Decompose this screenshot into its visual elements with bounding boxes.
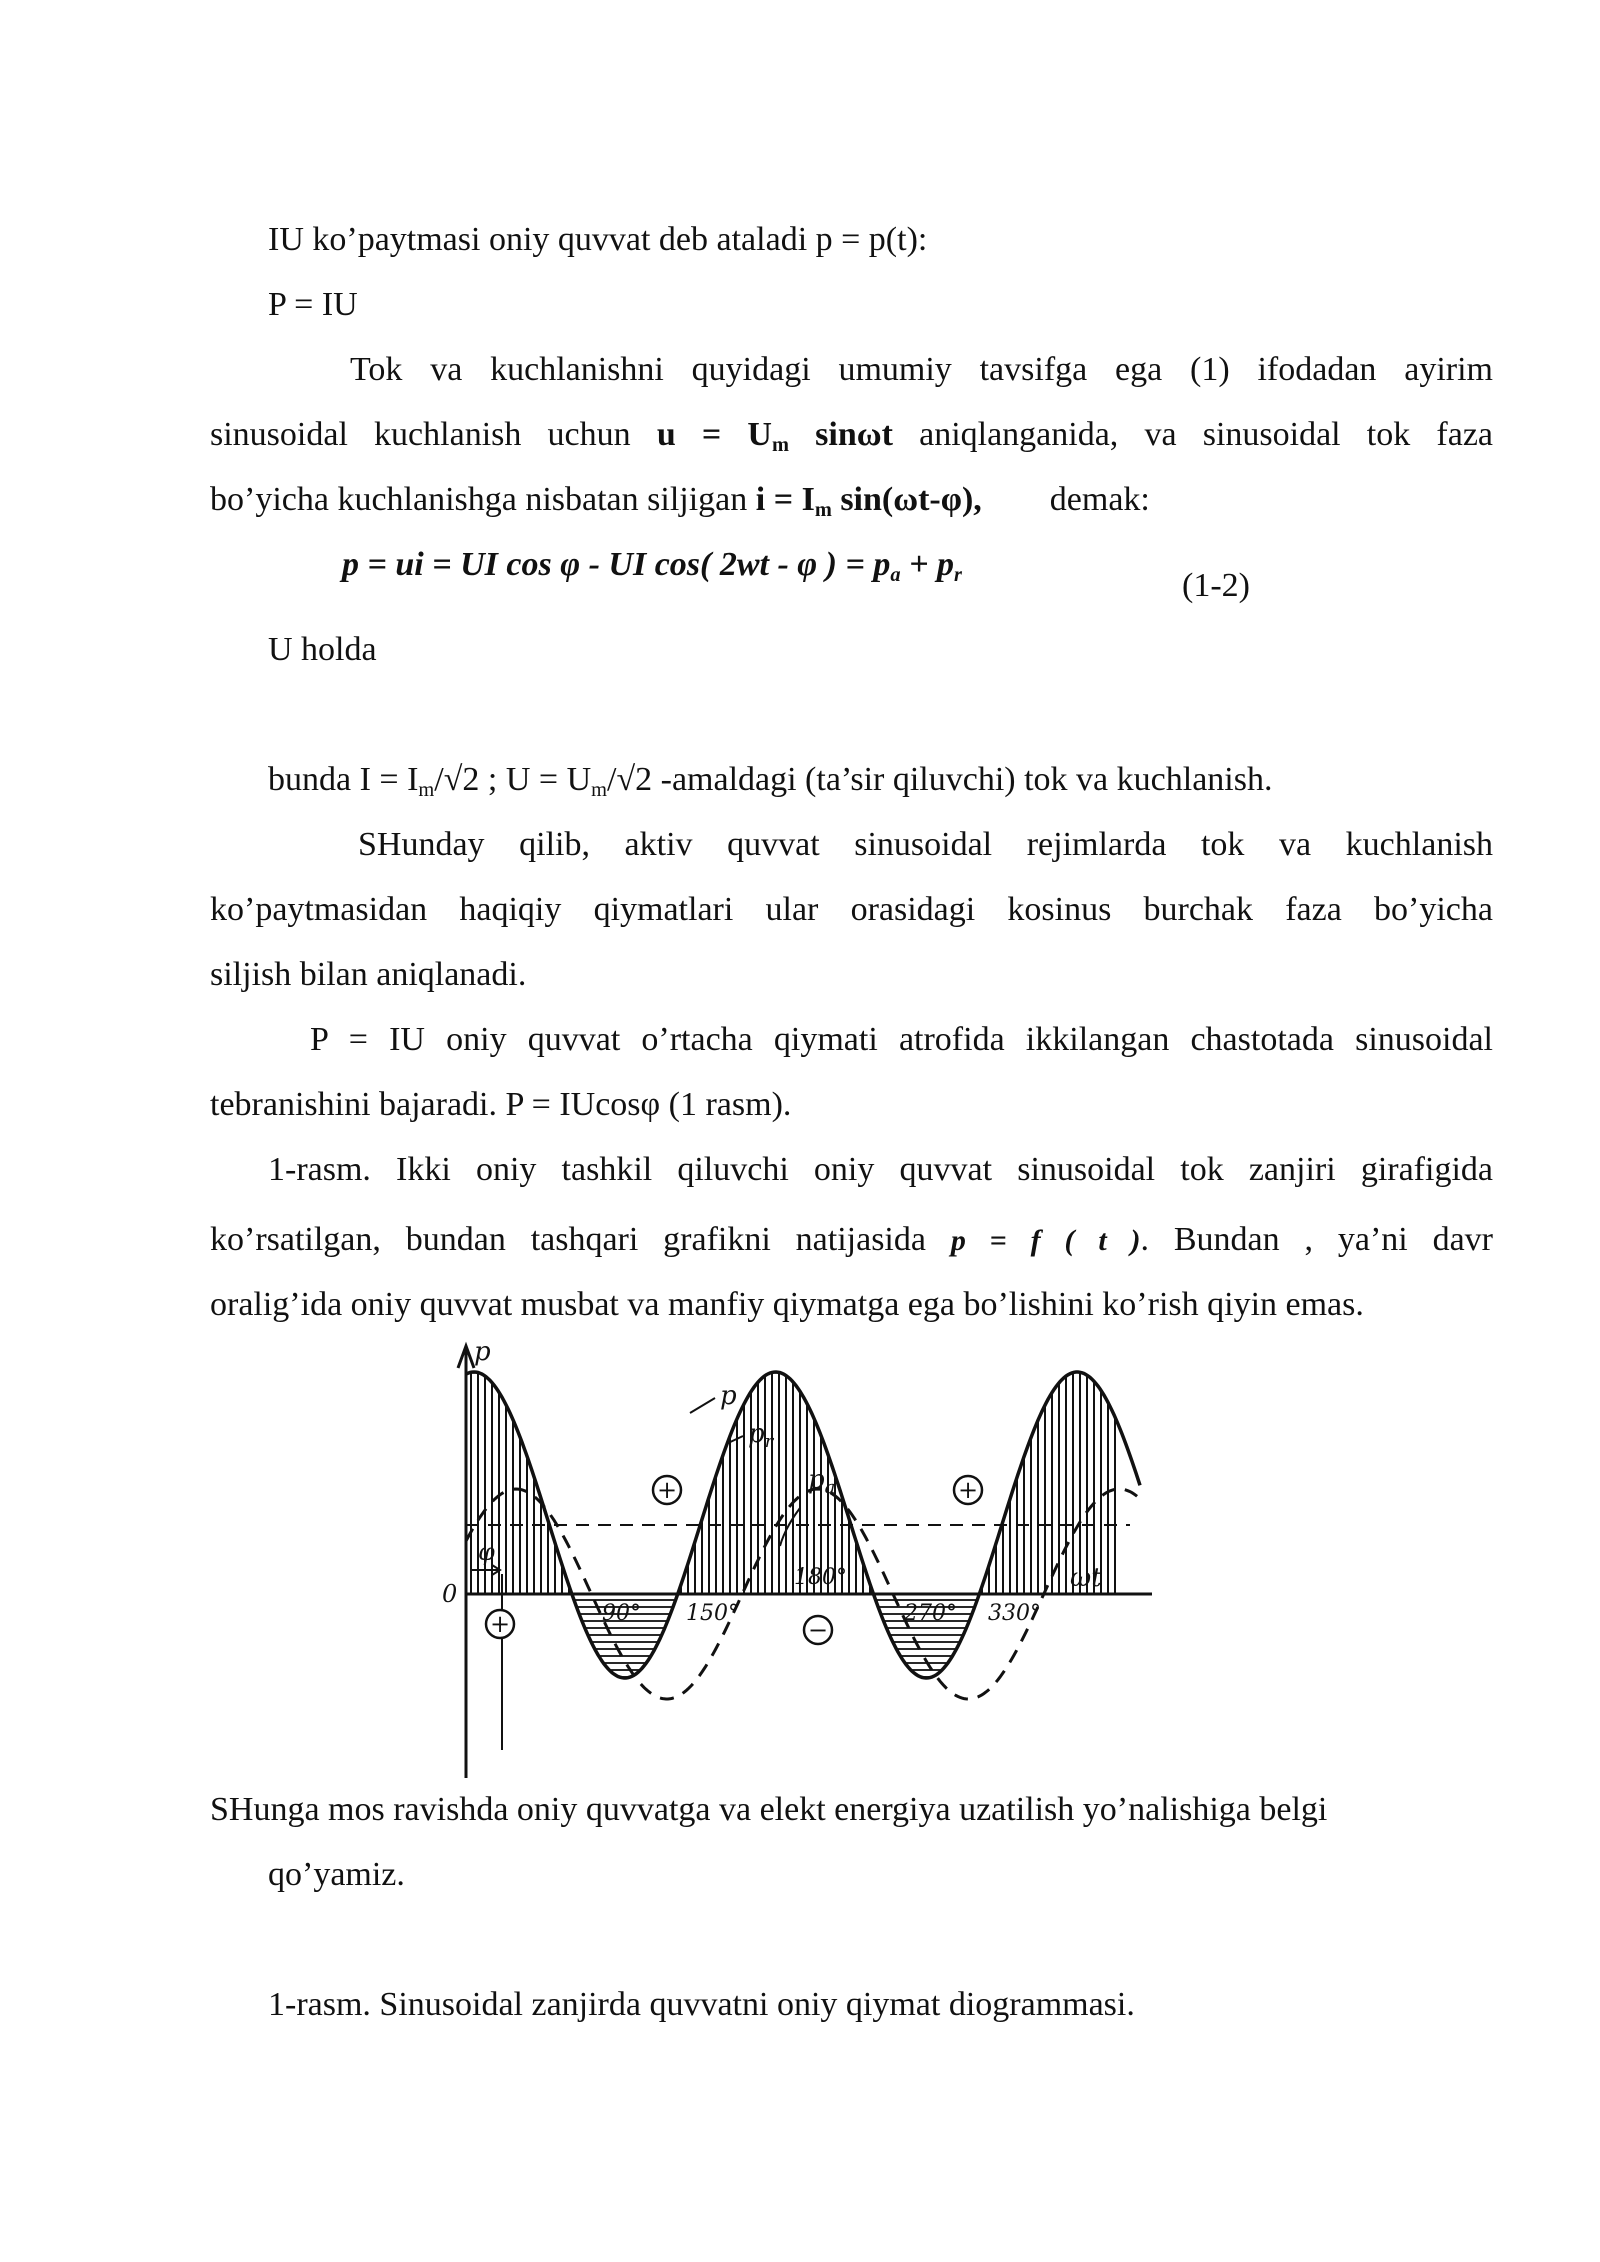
paragraph-line: Tok va kuchlanishni quyidagi umumiy tavsifga ega (1) ifodadan ayirim xyxy=(350,351,1493,388)
voltage-formula: $u = U_m$ sinωt xyxy=(656,416,893,457)
p-leader xyxy=(690,1398,715,1413)
paragraph-line: tebranishini bajaradi. P = IUcosφ (1 rasm). xyxy=(210,1086,792,1123)
paragraph-line: P = IU oniy quvvat o’rtacha qiymati atrofida ikkilangan chastotada sinusoidal xyxy=(310,1021,1493,1058)
function-formula: p = f ( t ) xyxy=(950,1224,1141,1257)
x-axis-label: ωt xyxy=(1070,1563,1102,1593)
equation-number: (1-2) xyxy=(1182,567,1250,604)
figure-caption: 1-rasm. Sinusoidal zanjirda quvvatni oniy qiymat diogrammasi. xyxy=(268,1986,1135,2023)
paragraph-u-holda: U holda xyxy=(268,631,377,668)
paragraph-line: oralig’ida oniy quvvat musbat va manfiy qiymatga ega bo’lishini ko’rish qiyin emas. xyxy=(210,1286,1364,1323)
y-axis-label: p xyxy=(474,1338,491,1367)
positive-power-region xyxy=(466,1372,1116,1594)
formula-p-equals-iu: P = IU xyxy=(268,286,358,323)
equation-instant-power: p = ui = UI cos φ - UI cos( 2wt - φ ) = $p_a + p_r$ xyxy=(342,546,962,587)
tick-label: 330° xyxy=(988,1601,1041,1626)
current-formula: $i = I_m$ sin(ωt-φ), xyxy=(755,481,982,522)
origin-label: 0 xyxy=(442,1580,458,1608)
paragraph-line-current: bo’yicha kuchlanishga nisbatan siljigan $i = I_m$ sin(ωt-φ), demak: xyxy=(210,481,1150,522)
tick-label: 150° xyxy=(686,1601,739,1626)
plus-sign: + xyxy=(656,1476,678,1504)
curve-p-label: p xyxy=(720,1381,737,1411)
paragraph-instant-power-definition: IU ko’paytmasi oniy quvvat deb ataladi p = p(t): xyxy=(268,221,928,258)
phi-label: φ xyxy=(478,1538,495,1566)
instant-power-diagram xyxy=(440,1338,1160,1778)
plus-sign: + xyxy=(489,1610,511,1638)
paragraph-line: SHunga mos ravishda oniy quvvatga va elekt energiya uzatilish yo’nalishiga belgi xyxy=(210,1791,1328,1828)
paragraph-line: 1-rasm. Ikki oniy tashkil qiluvchi oniy quvvat sinusoidal tok zanjiri girafigida xyxy=(268,1151,1493,1188)
tick-label: 90° xyxy=(602,1601,641,1626)
paragraph-effective-values: bunda $I = I_m/√2$ ; $U = U_m/√2$ -amaldagi (ta’sir qiluvchi) tok va kuchlanish. xyxy=(268,761,1273,802)
curve-pr-label: pr xyxy=(748,1419,774,1452)
paragraph-line: qo’yamiz. xyxy=(268,1856,405,1893)
minus-sign: − xyxy=(807,1616,829,1644)
paragraph-line-function: ko’rsatilgan, bundan tashqari grafikni natijasida p = f ( t ). Bundan , ya’ni davr xyxy=(210,1221,1493,1258)
paragraph-line: ko’paytmasidan haqiqiy qiymatlari ular orasidagi kosinus burchak faza bo’yicha xyxy=(210,891,1493,928)
paragraph-line: SHunday qilib, aktiv quvvat sinusoidal rejimlarda tok va kuchlanish xyxy=(358,826,1493,863)
paragraph-line-voltage: sinusoidal kuchlanish uchun $u = U_m$ sinωt aniqlanganida, va sinusoidal tok faza xyxy=(210,416,1494,457)
paragraph-line: siljish bilan aniqlanadi. xyxy=(210,956,527,993)
tick-label: 270° xyxy=(904,1601,957,1626)
plus-sign: + xyxy=(957,1476,979,1504)
tick-label: 180° xyxy=(794,1565,847,1590)
curve-pa-label: pa xyxy=(808,1465,836,1498)
